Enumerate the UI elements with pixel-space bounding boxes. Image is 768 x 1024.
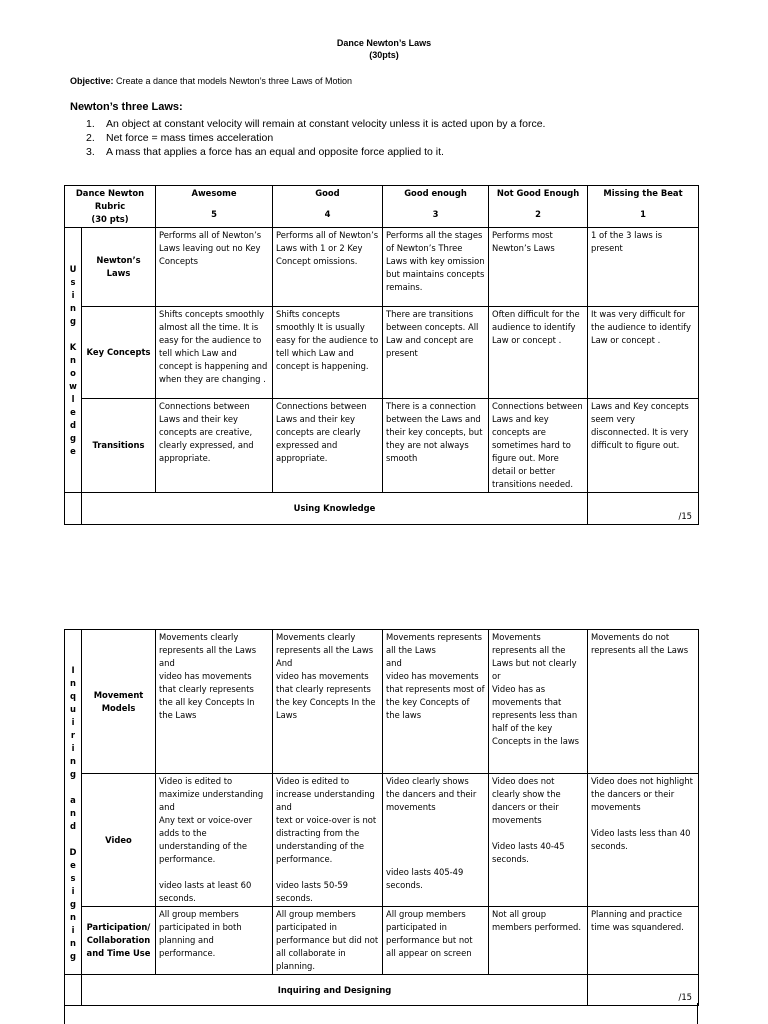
total-label-using-knowledge: Using Knowledge	[82, 493, 588, 525]
law-number: 2.	[86, 132, 95, 144]
rubric-cell: Connections between Laws and their key concepts are clearly expressed and appropriate.	[273, 399, 383, 493]
criterion-key-concepts: Key Concepts	[82, 307, 156, 399]
laws-list	[86, 117, 545, 159]
criterion-newtons-laws: Newton’s Laws	[82, 228, 156, 307]
total-row	[65, 493, 699, 525]
rubric-cell: Often difficult for the audience to identify Law or concept .	[489, 307, 588, 399]
criterion-movement-models: Movement Models	[82, 630, 156, 774]
criterion-participation: Participation/ Collaboration and Time Use	[82, 907, 156, 975]
law-number: 3.	[86, 146, 95, 158]
law-item	[86, 117, 545, 131]
level-header-good: Good 4	[273, 186, 383, 228]
rubric-cell: Shifts concepts smoothly almost all the time. It is easy for the audience to tell which Law and concept is happening and when they are changing .	[156, 307, 273, 399]
document-title: Dance Newton’s Laws	[336, 38, 432, 48]
rubric-cell: Performs all the stages of Newton’s Three Laws with key omission but maintains concepts remains.	[383, 228, 489, 307]
rubric-cell: There are transitions between concepts. All Law and concept are present	[383, 307, 489, 399]
total-label-inquiring-and-designing: Inquiring and Designing	[82, 975, 588, 1006]
level-header-not-good-enough: Not Good Enough 2	[489, 186, 588, 228]
rubric-cell: Video does not clearly show the dancers or their movements Video lasts 40-45 seconds.	[489, 774, 588, 907]
rubric-cell: Shifts concepts smoothly It is usually easy for the audience to tell which Law and concept is happening.	[273, 307, 383, 399]
total-score-using-knowledge: /15	[588, 493, 699, 525]
law-item	[86, 145, 545, 159]
rubric-cell: Movements clearly represents all the Laws and video has movements that clearly represents the all key Concepts In the Laws	[156, 630, 273, 774]
laws-heading: Newton’s three Laws:	[70, 101, 183, 113]
law-item	[86, 131, 545, 145]
rubric-cell: All group members participated in both planning and performance.	[156, 907, 273, 975]
law-number: 1.	[86, 118, 95, 130]
rubric-cell: Connections between Laws and their key concepts are creative, clearly expressed, and appropriate.	[156, 399, 273, 493]
criterion-video: Video	[82, 774, 156, 907]
rubric-header-cell: Dance Newton Rubric (30 pts)	[65, 186, 156, 228]
table-row	[65, 228, 699, 307]
rubric-cell: Planning and practice time was squandered.	[588, 907, 699, 975]
rubric-cell: Video clearly shows the dancers and their movements video lasts 405-49 seconds.	[383, 774, 489, 907]
objective-label: Objective:	[70, 76, 114, 86]
rubric-cell: All group members participated in performance but did not all collaborate in planning.	[273, 907, 383, 975]
level-header-good-enough: Good enough 3	[383, 186, 489, 228]
rubric-cell: All group members participated in performance but not all appear on screen	[383, 907, 489, 975]
empty-cell	[65, 975, 82, 1006]
table-row	[65, 630, 699, 774]
table-row	[65, 307, 699, 399]
rubric-cell: Video is edited to increase understanding and text or voice-over is not distracting from the understanding of the performance. video lasts 50-59 seconds.	[273, 774, 383, 907]
rubric-cell: Video does not highlight the dancers or their movements Video lasts less than 40 seconds.	[588, 774, 699, 907]
table-row	[65, 907, 699, 975]
empty-cell	[65, 493, 82, 525]
rubric-cell: Connections between Laws and key concepts are sometimes hard to figure out. More detail or better transitions needed.	[489, 399, 588, 493]
objective-text: Create a dance that models Newton’s three Laws of Motion	[113, 76, 352, 86]
rubric-cell: There is a connection between the Laws and their key concepts, but they are not always smooth	[383, 399, 489, 493]
law-text: Net force = mass times acceleration	[106, 132, 274, 144]
header-row	[65, 186, 699, 228]
rubric-table-using-knowledge	[64, 185, 699, 525]
table-row	[65, 774, 699, 907]
rubric-cell: Performs all of Newton’s Laws with 1 or 2 Key Concept omissions.	[273, 228, 383, 307]
table-continuation	[64, 1003, 698, 1024]
section-label-inquiring-and-designing: I n q u i r i n g a n d D e s i g n i n g	[65, 630, 82, 975]
criterion-transitions: Transitions	[82, 399, 156, 493]
rubric-cell: Performs most Newton’s Laws	[489, 228, 588, 307]
rubric-cell: Movements represents all the Laws and video has movements that represents most of the key Concepts of the laws	[383, 630, 489, 774]
table-row	[65, 399, 699, 493]
document-subtitle: (30pts)	[369, 50, 399, 60]
rubric-table-inquiring-designing	[64, 629, 699, 1006]
level-header-missing-the-beat: Missing the Beat 1	[588, 186, 699, 228]
rubric-cell: Laws and Key concepts seem very disconnected. It is very difficult to figure out.	[588, 399, 699, 493]
rubric-cell: Movements represents all the Laws but not clearly or Video has as movements that represents less than half of the key Concepts in the laws	[489, 630, 588, 774]
objective	[70, 76, 352, 86]
rubric-cell: Video is edited to maximize understanding and Any text or voice-over adds to the understanding of the performance. video lasts at least 60 seconds.	[156, 774, 273, 907]
total-score-inquiring-and-designing: /15	[588, 975, 699, 1006]
section-label-using-knowledge: U s i n g K n o w l e d g e	[65, 228, 82, 493]
rubric-cell: 1 of the 3 laws is present	[588, 228, 699, 307]
total-row	[65, 975, 699, 1006]
rubric-cell: Performs all of Newton’s Laws leaving out no Key Concepts	[156, 228, 273, 307]
rubric-cell: Not all group members performed.	[489, 907, 588, 975]
level-header-awesome: Awesome 5	[156, 186, 273, 228]
law-text: A mass that applies a force has an equal and opposite force applied to it.	[106, 146, 444, 158]
rubric-cell: Movements do not represents all the Laws	[588, 630, 699, 774]
law-text: An object at constant velocity will remain at constant velocity unless it is acted upon by a force.	[106, 118, 546, 130]
rubric-cell: It was very difficult for the audience to identify Law or concept .	[588, 307, 699, 399]
rubric-cell: Movements clearly represents all the Laws And video has movements that clearly represents the key Concepts In the Laws	[273, 630, 383, 774]
